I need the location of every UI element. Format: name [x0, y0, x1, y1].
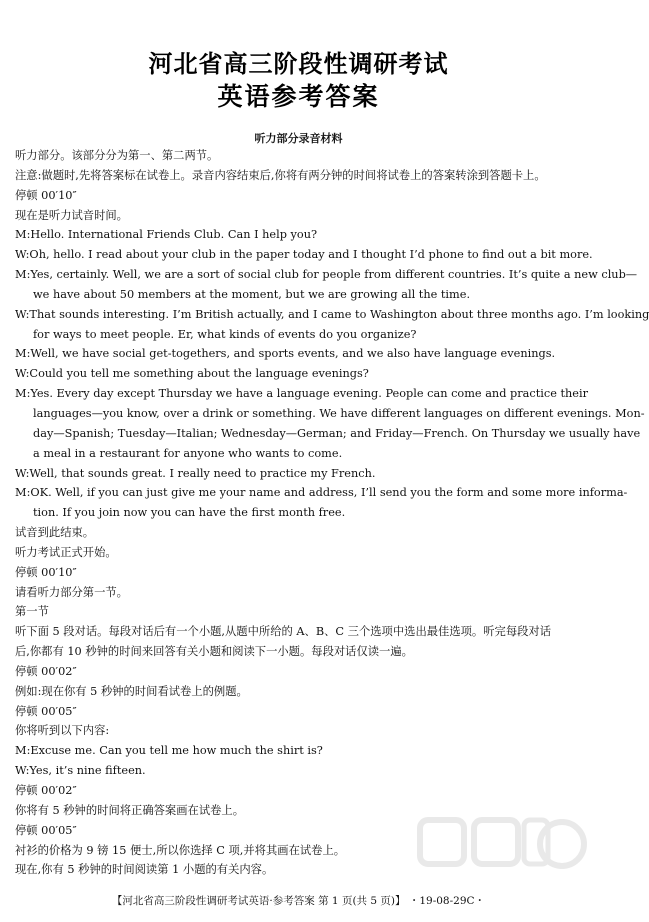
text-line: day—Spanish; Tuesday—Italian; Wednesday—German; and Friday—French. On Thursday we usually have: [33, 426, 641, 440]
text-line: 听力考试正式开始。: [15, 545, 117, 559]
text-line: W:Yes, it’s nine fifteen.: [15, 764, 146, 778]
text-line: 听下面 5 段对话。每段对话后有一个小题,从题中所给的 A、B、C 三个选项中选出最佳选项。听完每段对话: [15, 625, 552, 639]
document-title: 河北省高三阶段性调研考试: [148, 50, 449, 78]
text-line: 衬衫的价格为 9 镑 15 便士,所以你选择 C 项,并将其画在试卷上。: [15, 843, 346, 857]
text-line: a meal in a restaurant for anyone who wants to come.: [33, 446, 343, 460]
text-line: 停顿 00′02″: [15, 664, 77, 678]
text-line: languages—you know, over a drink or something. We have different languages on different evenings. Mon-: [33, 406, 645, 420]
text-line: 停顿 00′10″: [15, 565, 77, 579]
text-line: M:Excuse me. Can you tell me how much the shirt is?: [15, 744, 323, 758]
page-footer: 【河北省高三阶段性调研考试英语·参考答案 第 1 页(共 5 页)】 ・19-08-29C・: [111, 895, 486, 907]
text-line: 现在,你有 5 秒钟的时间阅读第 1 小题的有关内容。: [15, 863, 274, 877]
text-line: 后,你都有 10 秒钟的时间来回答有关小题和阅读下一小题。每段对话仅读一遍。: [15, 645, 413, 659]
text-line: we have about 50 members at the moment, but we are growing all the time.: [33, 287, 471, 301]
watermark-logo: [412, 806, 587, 906]
text-line: M:Well, we have social get-togethers, and sports events, and we also have language evenings.: [15, 347, 556, 361]
text-line: W:Oh, hello. I read about your club in the paper today and I thought I’d phone to find out a bit more.: [15, 248, 593, 262]
text-line: M:OK. Well, if you can just give me your name and address, I’ll send you the form and some more informa-: [15, 486, 628, 500]
transcript-body: [15, 146, 649, 880]
text-line: 现在是听力试音时间。: [15, 208, 128, 222]
text-line: 例如:现在你有 5 秒钟的时间看试卷上的例题。: [15, 684, 248, 698]
text-line: M:Yes. Every day except Thursday we have a language evening. People can come and practice their: [15, 387, 588, 401]
text-line: tion. If you join now you can have the first month free.: [33, 506, 346, 520]
section-title: 听力部分录音材料: [254, 132, 343, 145]
text-line: 停顿 00′05″: [15, 704, 77, 718]
text-line: 停顿 00′10″: [15, 188, 77, 202]
text-line: 你将有 5 秒钟的时间将正确答案画在试卷上。: [15, 803, 245, 817]
text-line: 你将听到以下内容:: [15, 724, 110, 738]
text-line: 试音到此结束。: [15, 526, 95, 540]
text-line: W:Well, that sounds great. I really need to practice my French.: [15, 466, 376, 480]
text-line: 注意:做题时,先将答案标在试卷上。录音内容结束后,你将有两分钟的时间将试卷上的答案转涂到答题卡上。: [15, 168, 546, 182]
text-line: W:Could you tell me something about the language evenings?: [15, 367, 369, 381]
text-line: 停顿 00′02″: [15, 784, 77, 797]
text-line: 第一节: [15, 605, 49, 619]
text-line: W:That sounds interesting. I’m British actually, and I came to Washington about three months ago. I’m looking: [15, 307, 649, 321]
text-line: 停顿 00′05″: [15, 823, 77, 837]
document-subtitle: 英语参考答案: [217, 82, 380, 111]
text-line: 听力部分。该部分分为第一、第二两节。: [15, 149, 219, 162]
text-line: M:Hello. International Friends Club. Can I help you?: [15, 228, 318, 242]
text-line: M:Yes, certainly. Well, we are a sort of social club for people from different countries. It’s quite a new club—: [15, 268, 638, 282]
text-line: for ways to meet people. Er, what kinds of events do you organize?: [33, 327, 417, 341]
text-line: 请看听力部分第一节。: [15, 585, 128, 599]
